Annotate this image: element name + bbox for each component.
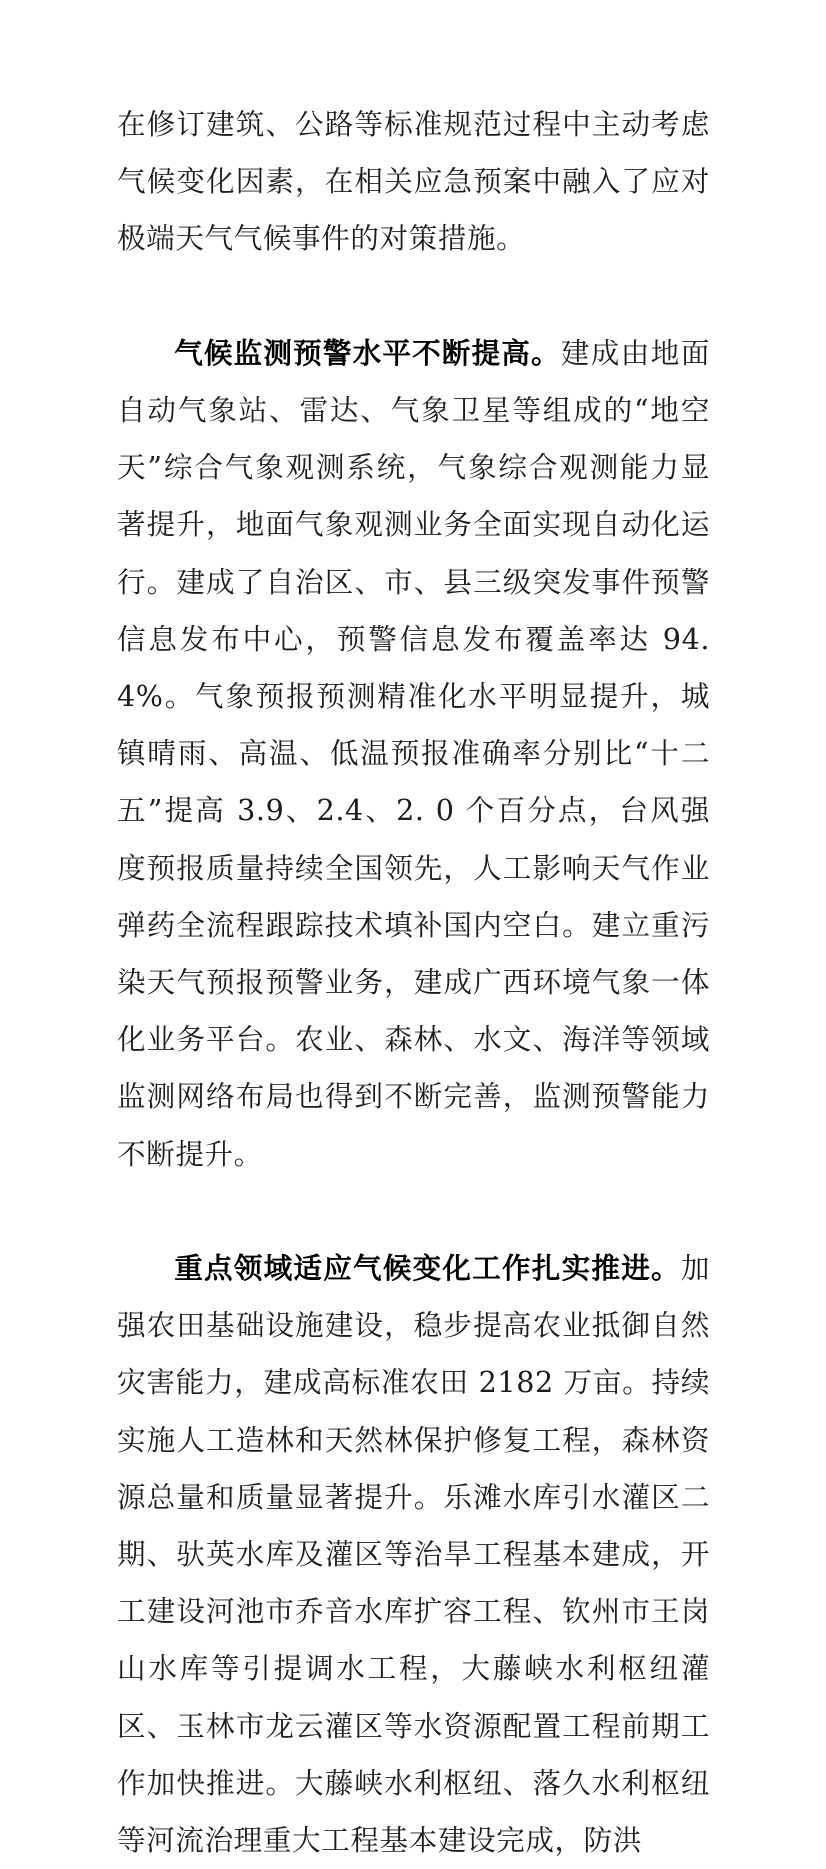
paragraph-3-lead: 重点领域适应气候变化工作扎实推进。 xyxy=(174,1251,681,1286)
paragraph-3 xyxy=(117,1240,710,1869)
paragraph-1 xyxy=(117,96,710,268)
paragraph-3-body: 加强农田基础设施建设，稳步提高农业抵御自然灾害能力，建成高标准农田 2182 万亩。持续实施人工造林和天然林保护修复工程，森林资源总量和质量显著提升。乐滩水库引水灌区二期、驮英水库及灌区等治旱工程基本建成，开工建设河池市乔音水库扩容工程、钦州市王岗山水库等引提调水工程，大藤峡水利枢纽灌区、玉林市龙云灌区等水资源配置工程前期工作加快推进。大藤峡水利枢纽、落久水利枢纽等河流治理重大工程基本建设完成，防洪 xyxy=(117,1251,710,1858)
paragraph-1-body: 在修订建筑、公路等标准规范过程中主动考虑气候变化因素，在相关应急预案中融入了应对极端天气气候事件的对策措施。 xyxy=(117,107,710,256)
paragraph-2-body: 建成由地面自动气象站、雷达、气象卫星等组成的“地空天”综合气象观测系统，气象综合观测能力显著提升，地面气象观测业务全面实现自动化运行。建成了自治区、市、县三级突发事件预警信息发布中心，预警信息发布覆盖率达 94.4%。气象预报预测精准化水平明显提升，城镇晴雨、高温、低温预报准确率分别比“十二五”提高 3.9、2.4、2. 0 个百分点，台风强度预报质量持续全国领先，人工影响天气作业弹药全流程跟踪技术填补国内空白。建立重污染天气预报预警业务，建成广西环境气象一体化业务平台。农业、森林、水文、海洋等领域监测网络布局也得到不断完善，监测预警能力不断提升。 xyxy=(117,335,710,1171)
paragraph-2 xyxy=(117,325,710,1183)
text-column xyxy=(117,96,710,1869)
paragraph-2-lead: 气候监测预警水平不断提高。 xyxy=(174,335,561,370)
